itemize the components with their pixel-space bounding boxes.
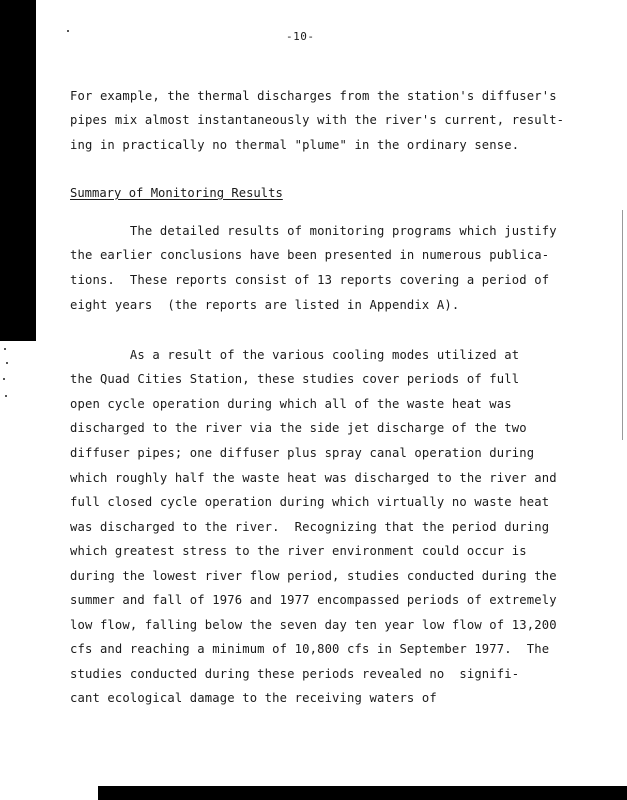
paragraph-line: cant ecological damage to the receiving waters of (70, 691, 437, 705)
paragraph-line: eight years (the reports are listed in Appendix A). (70, 298, 460, 312)
paragraph-line: which roughly half the waste heat was discharged to the river and (70, 471, 557, 485)
scan-speckle (5, 395, 7, 397)
paragraph-line: low flow, falling below the seven day ten year low flow of 13,200 (70, 618, 557, 632)
paragraph-line: which greatest stress to the river environment could occur is (70, 544, 527, 558)
scan-edge-bottom (98, 786, 627, 800)
scan-edge-left (0, 0, 36, 341)
scan-speckle (4, 348, 6, 350)
paragraph-line: full closed cycle operation during which virtually no waste heat (70, 495, 550, 509)
scan-speckle (6, 362, 8, 364)
scan-edge-right (622, 210, 623, 440)
paragraph-line: ing in practically no thermal "plume" in the ordinary sense. (70, 138, 520, 152)
paragraph-line: was discharged to the river. Recognizing that the period during (70, 520, 550, 534)
paragraph-line: studies conducted during these periods revealed no signifi- (70, 667, 520, 681)
paragraph-line: during the lowest river flow period, studies conducted during the (70, 569, 557, 583)
paragraph-line: As a result of the various cooling modes utilized at (70, 348, 520, 362)
paragraph-line: summer and fall of 1976 and 1977 encompassed periods of extremely (70, 593, 557, 607)
scan-speckle (3, 378, 5, 380)
page-number: -10- (286, 30, 315, 43)
paragraph-line: diffuser pipes; one diffuser plus spray canal operation during (70, 446, 535, 460)
paragraph-line: discharged to the river via the side jet discharge of the two (70, 421, 527, 435)
scan-speckle (67, 30, 69, 32)
paragraph-line: pipes mix almost instantaneously with the river's current, result- (70, 113, 565, 127)
paragraph-line: tions. These reports consist of 13 reports covering a period of (70, 273, 550, 287)
paragraph-line: For example, the thermal discharges from the station's diffuser's (70, 89, 557, 103)
paragraph-line: The detailed results of monitoring programs which justify (70, 224, 557, 238)
paragraph-line: the Quad Cities Station, these studies cover periods of full (70, 372, 520, 386)
paragraph-line: cfs and reaching a minimum of 10,800 cfs in September 1977. The (70, 642, 550, 656)
paragraph-line: the earlier conclusions have been presented in numerous publica- (70, 248, 550, 262)
paragraph-line: open cycle operation during which all of the waste heat was (70, 397, 512, 411)
section-heading: Summary of Monitoring Results (70, 186, 283, 200)
